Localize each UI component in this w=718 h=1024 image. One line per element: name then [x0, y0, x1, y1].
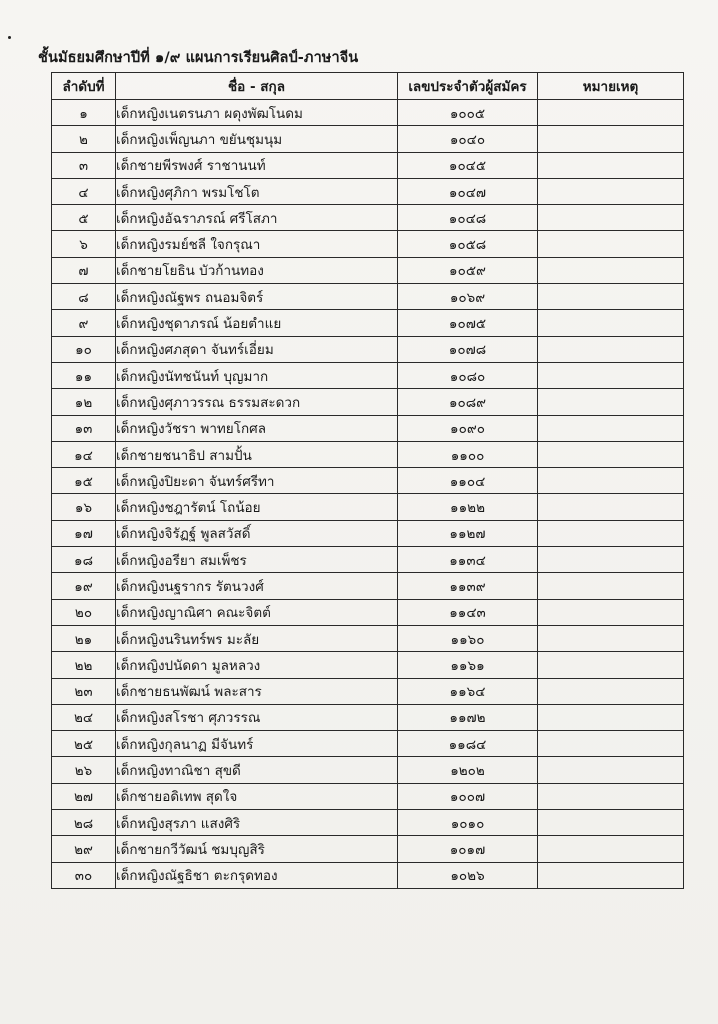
row-applicant-id: ๑๐๔๗ — [398, 178, 538, 204]
table-row — [52, 704, 684, 730]
row-full-name: เด็กหญิงศภสุดา จันทร์เอี่ยม — [116, 336, 398, 362]
row-order-number: ๑ — [52, 100, 116, 126]
row-full-name: เด็กชายธนพัฒน์ พละสาร — [116, 678, 398, 704]
table-row — [52, 520, 684, 546]
table-row — [52, 652, 684, 678]
row-full-name: เด็กชายกวีวัฒน์ ชมบุญสิริ — [116, 836, 398, 862]
row-order-number: ๑๕ — [52, 468, 116, 494]
row-remarks — [538, 573, 684, 599]
header-applicant-id: เลขประจำตัวผู้สมัคร — [398, 73, 538, 100]
row-order-number: ๒๒ — [52, 652, 116, 678]
row-applicant-id: ๑๐๐๗ — [398, 783, 538, 809]
row-full-name: เด็กหญิงศุภาวรรณ ธรรมสะดวก — [116, 389, 398, 415]
header-full-name: ชื่อ - สกุล — [116, 73, 398, 100]
row-applicant-id: ๑๑๗๒ — [398, 704, 538, 730]
row-order-number: ๑๔ — [52, 441, 116, 467]
table-row — [52, 100, 684, 126]
row-full-name: เด็กหญิงกุลนาฏ มีจันทร์ — [116, 731, 398, 757]
row-order-number: ๒๓ — [52, 678, 116, 704]
row-full-name: เด็กหญิงจิรัฏฐ์ พูลสวัสดิ์ — [116, 520, 398, 546]
row-applicant-id: ๑๐๗๕ — [398, 310, 538, 336]
scan-speck — [8, 36, 11, 39]
row-full-name: เด็กหญิงชุดาภรณ์ น้อยตำแย — [116, 310, 398, 336]
table-row — [52, 468, 684, 494]
row-remarks — [538, 231, 684, 257]
row-order-number: ๑๖ — [52, 494, 116, 520]
row-remarks — [538, 441, 684, 467]
table-row — [52, 126, 684, 152]
row-applicant-id: ๑๐๔๐ — [398, 126, 538, 152]
table-row — [52, 257, 684, 283]
row-full-name: เด็กหญิงอัฉราภรณ์ ศรีโสภา — [116, 205, 398, 231]
row-full-name: เด็กหญิงรมย์ชลี ใจกรุณา — [116, 231, 398, 257]
table-row — [52, 205, 684, 231]
row-full-name: เด็กหญิงศุภิกา พรมโชโต — [116, 178, 398, 204]
row-applicant-id: ๑๐๘๐ — [398, 362, 538, 388]
row-remarks — [538, 284, 684, 310]
row-remarks — [538, 152, 684, 178]
row-order-number: ๒๐ — [52, 599, 116, 625]
row-order-number: ๑๘ — [52, 547, 116, 573]
row-applicant-id: ๑๑๖๑ — [398, 652, 538, 678]
row-order-number: ๕ — [52, 205, 116, 231]
row-remarks — [538, 520, 684, 546]
row-applicant-id: ๑๐๘๙ — [398, 389, 538, 415]
row-remarks — [538, 494, 684, 520]
row-order-number: ๔ — [52, 178, 116, 204]
row-applicant-id: ๑๐๑๐ — [398, 810, 538, 836]
row-remarks — [538, 362, 684, 388]
row-applicant-id: ๑๑๒๗ — [398, 520, 538, 546]
row-remarks — [538, 415, 684, 441]
row-order-number: ๓ — [52, 152, 116, 178]
row-applicant-id: ๑๐๖๙ — [398, 284, 538, 310]
table-row — [52, 757, 684, 783]
table-row — [52, 573, 684, 599]
table-row — [52, 310, 684, 336]
table-row — [52, 810, 684, 836]
row-order-number: ๘ — [52, 284, 116, 310]
row-order-number: ๑๗ — [52, 520, 116, 546]
row-remarks — [538, 731, 684, 757]
row-order-number: ๖ — [52, 231, 116, 257]
table-row — [52, 494, 684, 520]
row-order-number: ๒๖ — [52, 757, 116, 783]
row-full-name: เด็กหญิงนฐรากร รัตนวงศ์ — [116, 573, 398, 599]
table-row — [52, 152, 684, 178]
row-remarks — [538, 836, 684, 862]
table-row — [52, 836, 684, 862]
row-full-name: เด็กหญิงณัฐพร ถนอมจิตร์ — [116, 284, 398, 310]
header-order-number: ลำดับที่ — [52, 73, 116, 100]
row-order-number: ๒๙ — [52, 836, 116, 862]
row-remarks — [538, 336, 684, 362]
row-order-number: ๒๘ — [52, 810, 116, 836]
table-row — [52, 362, 684, 388]
row-full-name: เด็กหญิงเพ็ญนภา ขยันชุมนุม — [116, 126, 398, 152]
row-full-name: เด็กหญิงสุรภา แสงศิริ — [116, 810, 398, 836]
row-full-name: เด็กชายพีรพงศ์ ราชานนท์ — [116, 152, 398, 178]
row-applicant-id: ๑๐๕๘ — [398, 231, 538, 257]
row-remarks — [538, 257, 684, 283]
row-remarks — [538, 599, 684, 625]
row-remarks — [538, 468, 684, 494]
row-order-number: ๑๓ — [52, 415, 116, 441]
row-applicant-id: ๑๐๕๙ — [398, 257, 538, 283]
row-applicant-id: ๑๑๐๐ — [398, 441, 538, 467]
row-order-number: ๑๐ — [52, 336, 116, 362]
table-row — [52, 389, 684, 415]
table-row — [52, 599, 684, 625]
table-row — [52, 441, 684, 467]
row-full-name: เด็กหญิงณัฐธิชา ตะกรุดทอง — [116, 862, 398, 888]
table-row — [52, 547, 684, 573]
row-order-number: ๑๙ — [52, 573, 116, 599]
row-order-number: ๒ — [52, 126, 116, 152]
row-full-name: เด็กหญิงอรียา สมเพ็ชร — [116, 547, 398, 573]
row-applicant-id: ๑๐๐๕ — [398, 100, 538, 126]
row-remarks — [538, 862, 684, 888]
table-row — [52, 178, 684, 204]
row-applicant-id: ๑๑๓๙ — [398, 573, 538, 599]
page-title: ชั้นมัธยมศึกษาปีที่ ๑/๙ แผนการเรียนศิลป์-ภาษาจีน — [38, 50, 359, 66]
table-row — [52, 415, 684, 441]
row-full-name: เด็กชายโยธิน บัวก้านทอง — [116, 257, 398, 283]
row-remarks — [538, 100, 684, 126]
row-full-name: เด็กหญิงญาณิศา คณะจิตต์ — [116, 599, 398, 625]
table-header-row — [52, 73, 684, 100]
table-row — [52, 231, 684, 257]
row-full-name: เด็กหญิงเนตรนภา ผดุงพัฒโนดม — [116, 100, 398, 126]
row-applicant-id: ๑๑๖๐ — [398, 625, 538, 651]
table-row — [52, 625, 684, 651]
row-order-number: ๒๔ — [52, 704, 116, 730]
row-order-number: ๓๐ — [52, 862, 116, 888]
row-remarks — [538, 310, 684, 336]
row-full-name: เด็กหญิงนรินทร์พร มะลัย — [116, 625, 398, 651]
row-order-number: ๒๑ — [52, 625, 116, 651]
table-row — [52, 731, 684, 757]
row-applicant-id: ๑๑๒๒ — [398, 494, 538, 520]
row-order-number: ๙ — [52, 310, 116, 336]
row-remarks — [538, 625, 684, 651]
row-full-name: เด็กหญิงสโรชา ศุภวรรณ — [116, 704, 398, 730]
row-order-number: ๒๕ — [52, 731, 116, 757]
row-applicant-id: ๑๐๒๖ — [398, 862, 538, 888]
row-full-name: เด็กหญิงปิยะดา จันทร์ศรีทา — [116, 468, 398, 494]
row-remarks — [538, 178, 684, 204]
table-row — [52, 783, 684, 809]
row-remarks — [538, 652, 684, 678]
row-full-name: เด็กหญิงชฎารัตน์ โถน้อย — [116, 494, 398, 520]
row-order-number: ๗ — [52, 257, 116, 283]
student-roster-table — [51, 72, 684, 889]
table-row — [52, 284, 684, 310]
row-applicant-id: ๑๐๑๗ — [398, 836, 538, 862]
row-remarks — [538, 704, 684, 730]
row-full-name: เด็กหญิงทาณิชา สุขดี — [116, 757, 398, 783]
row-remarks — [538, 678, 684, 704]
row-remarks — [538, 783, 684, 809]
row-applicant-id: ๑๑๐๔ — [398, 468, 538, 494]
table-row — [52, 678, 684, 704]
row-applicant-id: ๑๑๖๔ — [398, 678, 538, 704]
row-applicant-id: ๑๑๔๓ — [398, 599, 538, 625]
table-row — [52, 862, 684, 888]
row-remarks — [538, 126, 684, 152]
row-remarks — [538, 547, 684, 573]
table-body — [52, 100, 684, 889]
row-remarks — [538, 757, 684, 783]
row-full-name: เด็กชายอดิเทพ สุดใจ — [116, 783, 398, 809]
row-remarks — [538, 389, 684, 415]
row-applicant-id: ๑๑๘๔ — [398, 731, 538, 757]
table-row — [52, 336, 684, 362]
row-applicant-id: ๑๐๗๘ — [398, 336, 538, 362]
row-full-name: เด็กหญิงนัทชนันท์ บุญมาก — [116, 362, 398, 388]
row-applicant-id: ๑๐๙๐ — [398, 415, 538, 441]
row-applicant-id: ๑๐๔๘ — [398, 205, 538, 231]
row-full-name: เด็กหญิงวัชรา พาทยโกศล — [116, 415, 398, 441]
row-order-number: ๑๒ — [52, 389, 116, 415]
row-remarks — [538, 810, 684, 836]
row-order-number: ๒๗ — [52, 783, 116, 809]
header-remarks: หมายเหตุ — [538, 73, 684, 100]
row-applicant-id: ๑๐๔๕ — [398, 152, 538, 178]
row-full-name: เด็กหญิงปนัดดา มูลหลวง — [116, 652, 398, 678]
row-applicant-id: ๑๑๓๔ — [398, 547, 538, 573]
row-full-name: เด็กชายชนาธิป สามปั้น — [116, 441, 398, 467]
row-applicant-id: ๑๒๐๒ — [398, 757, 538, 783]
row-remarks — [538, 205, 684, 231]
row-order-number: ๑๑ — [52, 362, 116, 388]
